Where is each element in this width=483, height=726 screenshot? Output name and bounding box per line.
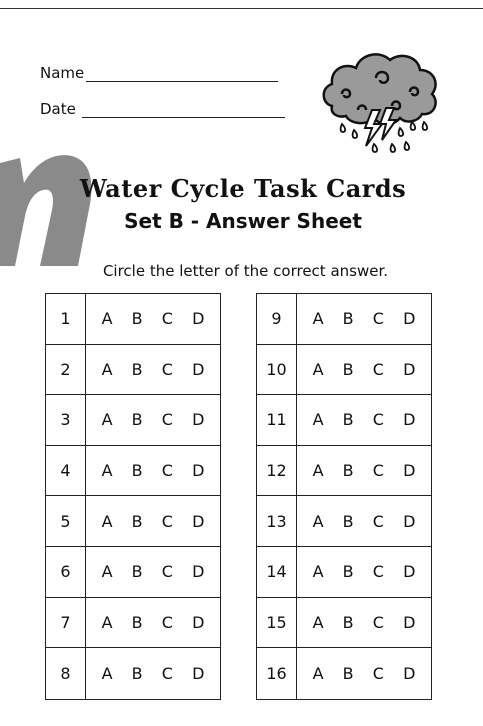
question-number: 15 (257, 598, 297, 648)
question-number: 16 (257, 648, 297, 699)
answer-choices (297, 345, 431, 395)
answer-choices (297, 598, 431, 648)
choice-a[interactable]: A (312, 612, 324, 632)
answer-row (46, 395, 220, 446)
question-number: 11 (257, 395, 297, 445)
choice-b[interactable]: B (131, 663, 143, 683)
choice-a[interactable]: A (101, 359, 113, 379)
question-number: 9 (257, 294, 297, 344)
choice-d[interactable]: D (403, 410, 416, 430)
answer-choices (86, 648, 220, 699)
choice-a[interactable]: A (101, 511, 113, 531)
answer-choices (86, 496, 220, 546)
choice-b[interactable]: B (342, 663, 354, 683)
answer-choices (297, 446, 431, 496)
question-number: 3 (46, 395, 86, 445)
answer-row (257, 345, 431, 396)
question-number: 14 (257, 547, 297, 597)
choice-d[interactable]: D (403, 511, 416, 531)
answer-row (257, 496, 431, 547)
choice-d[interactable]: D (192, 461, 205, 481)
instructions-text: Circle the letter of the correct answer. (102, 262, 389, 280)
choice-a[interactable]: A (312, 461, 324, 481)
question-number: 12 (257, 446, 297, 496)
choice-c[interactable]: C (372, 359, 384, 379)
answer-choices (86, 345, 220, 395)
question-number: 10 (257, 345, 297, 395)
answer-row (257, 648, 431, 699)
choice-d[interactable]: D (403, 309, 416, 329)
date-field[interactable] (40, 100, 285, 118)
choice-b[interactable]: B (131, 461, 143, 481)
answer-row (46, 446, 220, 497)
answer-grid-right (256, 293, 432, 700)
answer-choices (297, 648, 431, 699)
choice-a[interactable]: A (312, 359, 324, 379)
choice-c[interactable]: C (161, 410, 173, 430)
choice-d[interactable]: D (192, 511, 205, 531)
choice-c[interactable]: C (372, 562, 384, 582)
choice-c[interactable]: C (161, 663, 173, 683)
choice-c[interactable]: C (161, 562, 173, 582)
choice-b[interactable]: B (131, 511, 143, 531)
choice-b[interactable]: B (131, 562, 143, 582)
name-field[interactable] (40, 64, 278, 82)
choice-c[interactable]: C (161, 612, 173, 632)
choice-d[interactable]: D (192, 663, 205, 683)
choice-a[interactable]: A (101, 461, 113, 481)
choice-b[interactable]: B (342, 309, 354, 329)
answer-row (257, 598, 431, 649)
answer-choices (297, 496, 431, 546)
choice-c[interactable]: C (372, 612, 384, 632)
storm-cloud-icon (322, 48, 440, 160)
answer-choices (86, 547, 220, 597)
choice-c[interactable]: C (372, 410, 384, 430)
question-number: 5 (46, 496, 86, 546)
choice-c[interactable]: C (161, 359, 173, 379)
question-number: 2 (46, 345, 86, 395)
answer-row (257, 547, 431, 598)
answer-row (46, 598, 220, 649)
choice-c[interactable]: C (372, 663, 384, 683)
choice-a[interactable]: A (312, 410, 324, 430)
choice-d[interactable]: D (403, 562, 416, 582)
question-number: 13 (257, 496, 297, 546)
choice-b[interactable]: B (342, 461, 354, 481)
answer-grid-left (45, 293, 221, 700)
choice-d[interactable]: D (403, 461, 416, 481)
answer-row (46, 496, 220, 547)
answer-choices (86, 446, 220, 496)
choice-a[interactable]: A (312, 663, 324, 683)
choice-a[interactable]: A (312, 511, 324, 531)
question-number: 4 (46, 446, 86, 496)
answer-row (46, 648, 220, 699)
question-number: 8 (46, 648, 86, 699)
choice-b[interactable]: B (342, 612, 354, 632)
answer-choices (297, 294, 431, 344)
choice-d[interactable]: D (403, 612, 416, 632)
answer-choices (86, 395, 220, 445)
choice-d[interactable]: D (192, 359, 205, 379)
choice-b[interactable]: B (342, 562, 354, 582)
page-subtitle: Set B - Answer Sheet (124, 209, 362, 233)
choice-b[interactable]: B (131, 612, 143, 632)
choice-b[interactable]: B (131, 410, 143, 430)
top-divider (0, 8, 483, 9)
question-number: 1 (46, 294, 86, 344)
choice-b[interactable]: B (342, 511, 354, 531)
choice-d[interactable]: D (403, 359, 416, 379)
choice-c[interactable]: C (161, 461, 173, 481)
choice-c[interactable]: C (372, 309, 384, 329)
answer-choices (86, 598, 220, 648)
choice-a[interactable]: A (101, 562, 113, 582)
choice-c[interactable]: C (161, 309, 173, 329)
choice-d[interactable]: D (403, 663, 416, 683)
date-label: Date (40, 100, 76, 118)
answer-row (257, 294, 431, 345)
answer-choices (297, 395, 431, 445)
choice-a[interactable]: A (101, 612, 113, 632)
answer-row (46, 294, 220, 345)
date-blank-line[interactable] (82, 104, 285, 118)
answer-choices (297, 547, 431, 597)
choice-a[interactable]: A (312, 309, 324, 329)
choice-c[interactable]: C (372, 461, 384, 481)
answer-row (257, 446, 431, 497)
answer-choices (86, 294, 220, 344)
choice-d[interactable]: D (192, 309, 205, 329)
choice-a[interactable]: A (312, 562, 324, 582)
choice-c[interactable]: C (372, 511, 384, 531)
name-blank-line[interactable] (86, 68, 278, 82)
answer-row (46, 547, 220, 598)
choice-b[interactable]: B (131, 359, 143, 379)
choice-d[interactable]: D (192, 562, 205, 582)
answer-row (257, 395, 431, 446)
page-title: Water Cycle Task Cards (79, 174, 407, 203)
choice-b[interactable]: B (342, 359, 354, 379)
choice-d[interactable]: D (192, 612, 205, 632)
choice-a[interactable]: A (101, 410, 113, 430)
choice-a[interactable]: A (101, 663, 113, 683)
choice-b[interactable]: B (342, 410, 354, 430)
answer-row (46, 345, 220, 396)
name-label: Name (40, 64, 85, 82)
choice-a[interactable]: A (101, 309, 113, 329)
choice-c[interactable]: C (161, 511, 173, 531)
choice-d[interactable]: D (192, 410, 205, 430)
question-number: 7 (46, 598, 86, 648)
choice-b[interactable]: B (131, 309, 143, 329)
question-number: 6 (46, 547, 86, 597)
